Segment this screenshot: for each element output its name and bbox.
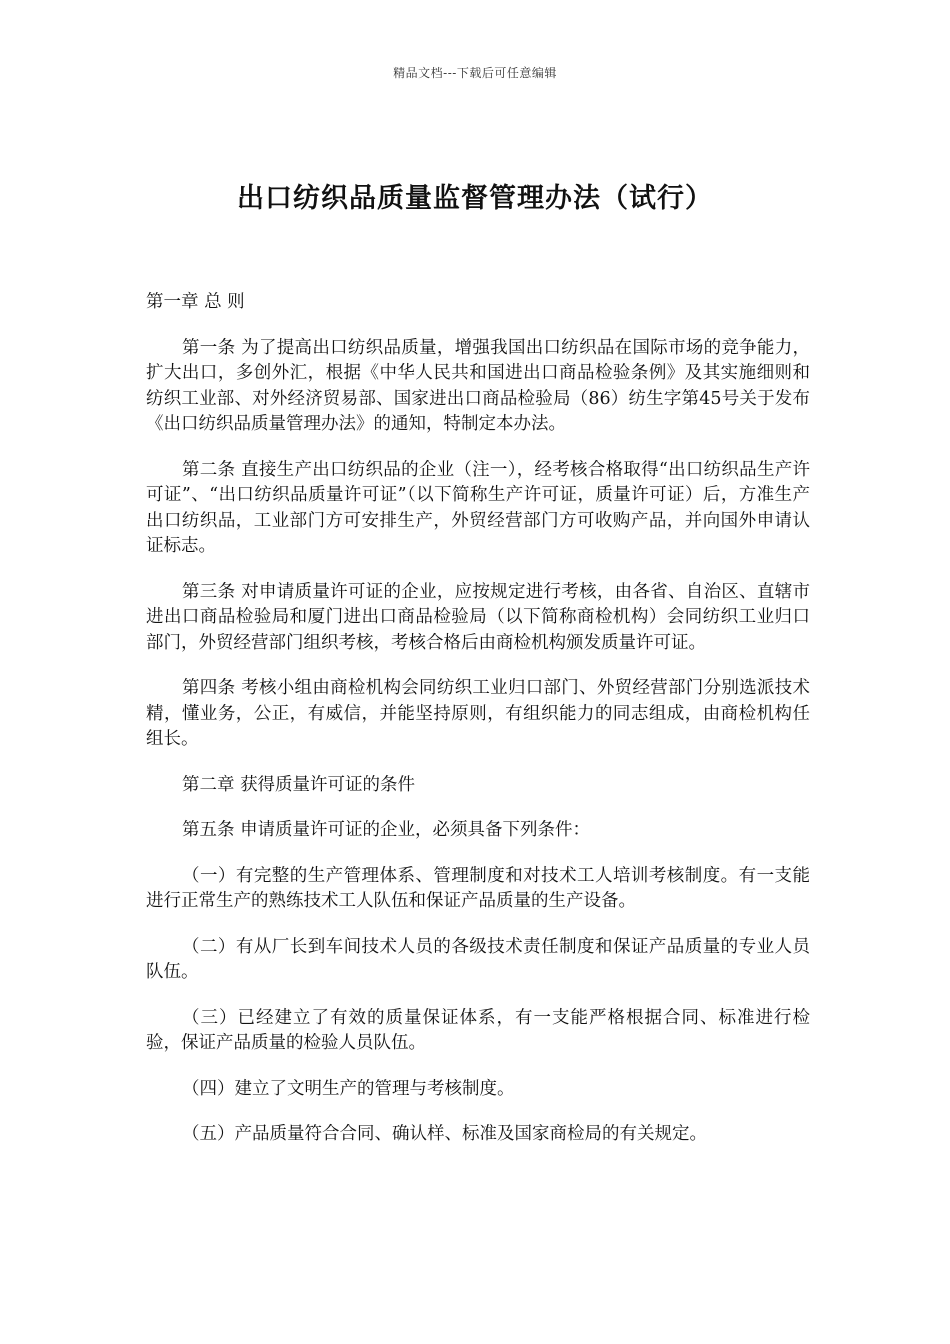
header-note: 精品文档---下载后可任意编辑 — [393, 66, 557, 80]
article-paragraph: 第四条 考核小组由商检机构会同纺织工业归口部门、外贸经营部门分别选派技术精，懂业务，公正，有威信，并能坚持原则，有组织能力的同志组成，由商检机构任组长。 — [146, 678, 810, 749]
list-item: （五）产品质量符合合同、确认样、标准及国家商检局的有关规定。 — [182, 1124, 707, 1144]
article-paragraph: 第五条 申请质量许可证的企业，必须具备下列条件： — [182, 820, 591, 840]
chapter-heading: 第二章 获得质量许可证的条件 — [182, 774, 416, 795]
list-item: （二）有从厂长到车间技术人员的各级技术责任制度和保证产品质量的专业人员队伍。 — [146, 936, 810, 982]
article-paragraph: 第一条 为了提高出口纺织品质量，增强我国出口纺织品在国际市场的竞争能力，扩大出口，多创外汇，根据《中华人民共和国进出口商品检验条例》及其实施细则和纺织工业部、对外经济贸易部、国家进出口商品检验局（86）纺生字第45号关于发布《出口纺织品质量管理办法》的通知，特制定本办法。 — [146, 337, 810, 434]
list-item: （三）已经建立了有效的质量保证体系，有一支能严格根据合同、标准进行检验，保证产品质量的检验人员队伍。 — [146, 1007, 810, 1053]
article-paragraph: 第二条 直接生产出口纺织品的企业（注一），经考核合格取得“出口纺织品生产许可证”、“出口纺织品质量许可证”（以下简称生产许可证，质量许可证）后，方准生产出口纺织品，工业部门方可安排生产，外贸经营部门方可收购产品，并向国外申请认证标志。 — [146, 459, 810, 556]
article-paragraph: 第三条 对申请质量许可证的企业，应按规定进行考核，由各省、自治区、直辖市进出口商品检验局和厦门进出口商品检验局（以下简称商检机构）会同纺织工业归口部门，外贸经营部门组织考核，考核合格后由商检机构颁发质量许可证。 — [146, 581, 810, 653]
document-body — [146, 290, 810, 1168]
list-item: （四）建立了文明生产的管理与考核制度。 — [182, 1078, 515, 1099]
document-title: 出口纺织品质量监督管理办法（试行） — [237, 183, 713, 214]
chapter-heading: 第一章 总 则 — [146, 292, 245, 312]
list-item: （一）有完整的生产管理体系、管理制度和对技术工人培训考核制度。有一支能进行正常生产的熟练技术工人队伍和保证产品质量的生产设备。 — [146, 865, 810, 911]
